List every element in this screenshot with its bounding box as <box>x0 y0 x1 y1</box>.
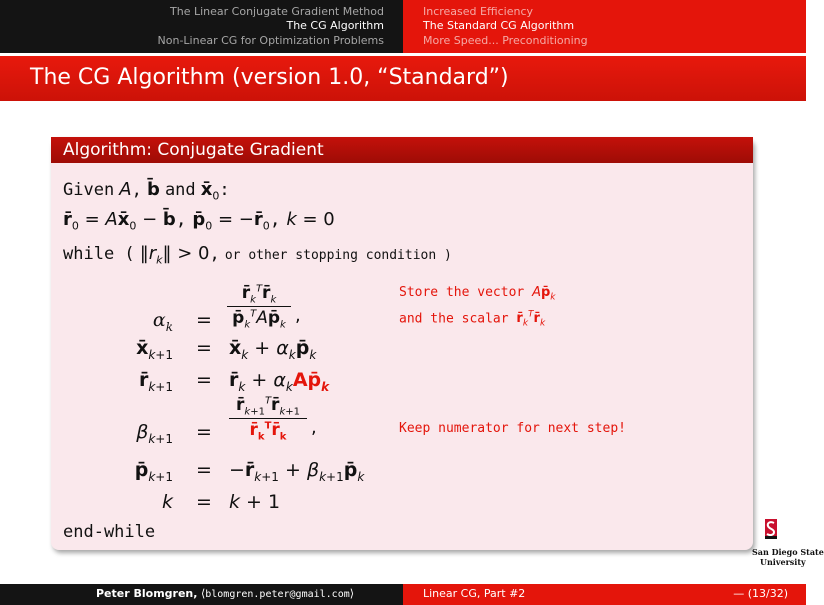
x-update-lhs: $x̄_{k+1}$ <box>136 337 173 362</box>
logo-line-2: University <box>760 557 806 567</box>
k-increment-rhs: k + 1 <box>229 491 281 513</box>
beta-comma: , <box>311 417 317 438</box>
footer <box>0 584 806 605</box>
frame-title: The CG Algorithm (version 1.0, “Standard”) <box>30 65 509 90</box>
alpha-lhs: $\alpha_k$ <box>152 309 173 334</box>
given-line <box>63 179 230 203</box>
beta-eq: = <box>196 421 212 443</box>
footer-author-panel <box>0 584 403 605</box>
p-update-eq: = <box>196 459 212 481</box>
alpha-comma: , <box>295 305 301 326</box>
and-keyword: and <box>164 180 196 200</box>
footer-author: Peter Blomgren, ⟨blomgren.peter@gmail.com⟩ <box>96 587 355 600</box>
algorithm-block-title: Algorithm: Conjugate Gradient <box>63 140 324 160</box>
nav-section-cg-algorithm[interactable]: The CG Algorithm <box>286 19 384 32</box>
comment-store-vector: Store the vector $Ap̄_k$ <box>399 285 556 303</box>
given-colon: : <box>219 180 230 200</box>
end-while-keyword: end-while <box>63 522 156 542</box>
r-update-rhs: $r̄_k$ + $\alpha_kAp̄_k$ <box>229 369 330 394</box>
nav-subsection-efficiency[interactable]: Increased Efficiency <box>423 5 534 18</box>
k-increment-eq: = <box>196 491 212 513</box>
algorithm-block-header <box>51 137 753 163</box>
top-navigation <box>0 0 806 53</box>
nav-subsection-preconditioning[interactable]: More Speed... Preconditioning <box>423 34 588 47</box>
alpha-fraction: $r̄_k^Tr̄_k$ $p̄_k^TAp̄_k$ <box>227 283 291 331</box>
footer-email: blomgren.peter@gmail.com <box>205 589 350 600</box>
r-update-lhs: $r̄_{k+1}$ <box>138 369 173 394</box>
k-increment-lhs: k <box>161 491 173 513</box>
beta-lhs: $\beta_{k+1}$ <box>136 421 173 446</box>
section-navigation <box>0 0 403 53</box>
frame-title-bar <box>0 56 806 101</box>
comment-store-scalar: and the scalar $r̄_k^Tr̄_k$ <box>399 310 546 329</box>
footer-course: Linear CG, Part #2 <box>423 587 526 600</box>
p-update-rhs: $-r̄_{k+1}$ + $\beta_{k+1}p̄_k$ <box>229 459 365 484</box>
x-update-rhs: $x̄_k$ + $\alpha_kp̄_k$ <box>229 337 317 362</box>
x-update-eq: = <box>196 337 212 359</box>
comment-keep-numerator: Keep numerator for next step! <box>399 421 626 436</box>
nav-section-linear-cg[interactable]: The Linear Conjugate Gradient Method <box>170 5 384 18</box>
logo-line-1: San Diego State <box>752 547 824 557</box>
alpha-eq: = <box>196 309 212 331</box>
footer-page-number: — (13/32) <box>733 587 788 600</box>
init-line: $r̄_0$ = $Ax̄_0$ − b̄, $p̄_0$ = $-r̄_0$, k = 0 <box>63 209 335 233</box>
given-matrix: A <box>119 179 132 200</box>
given-x0: $x̄_0$ <box>200 179 220 203</box>
r-update-eq: = <box>196 369 212 391</box>
while-norm-condition: $‖r_k‖ > 0$ <box>139 243 210 267</box>
university-logo <box>752 519 824 569</box>
algorithm-block <box>51 137 753 550</box>
given-vector-b: b̄ <box>146 179 160 200</box>
subsection-navigation <box>403 0 806 53</box>
while-tail: or other stopping condition ) <box>224 248 452 263</box>
given-comma: , <box>131 180 142 200</box>
sdsu-emblem-icon <box>764 519 778 539</box>
p-update-lhs: $p̄_{k+1}$ <box>134 459 173 484</box>
footer-course-panel <box>403 584 806 605</box>
beta-fraction: $r̄_{k+1}^Tr̄_{k+1}$ $r̄_k^Tr̄_k$ <box>229 395 307 443</box>
given-keyword: Given <box>63 180 115 200</box>
while-keyword: while ( <box>63 244 135 264</box>
nav-subsection-standard-cg[interactable]: The Standard CG Algorithm <box>423 19 575 32</box>
nav-section-nonlinear-cg[interactable]: Non-Linear CG for Optimization Problems <box>157 34 384 47</box>
while-line: while ( $‖r_k‖ > 0$, or other stopping condition ) <box>63 243 452 267</box>
